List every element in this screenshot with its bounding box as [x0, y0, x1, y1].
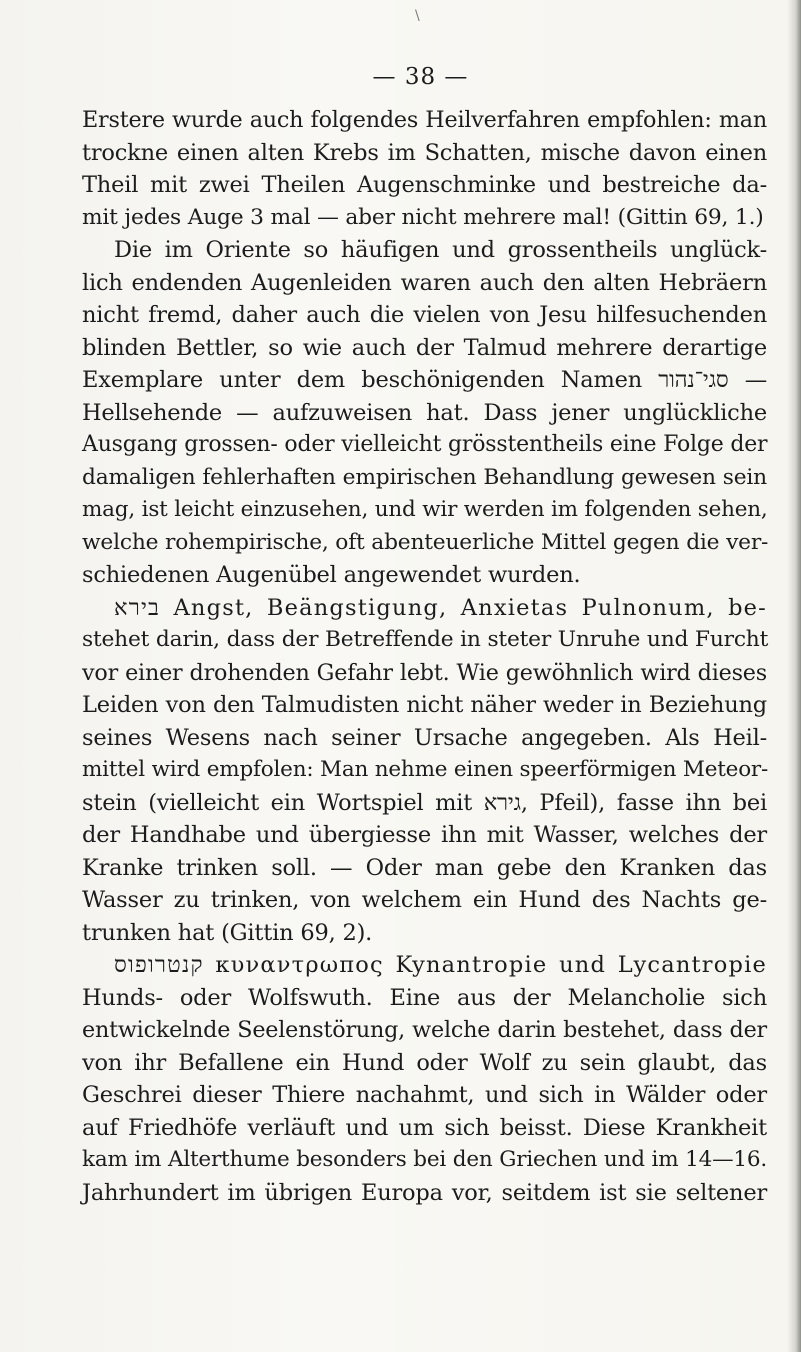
- text-line: damaligen fehlerhaften empirischen Behandlung gewesen sein: [82, 464, 767, 490]
- text-line: der Handhabe und übergiesse ihn mit Wasser, welches der: [82, 822, 767, 848]
- text-line: lich endenden Augenleiden waren auch den alten Hebräern: [82, 269, 767, 296]
- text-line: stein (vielleicht ein Wortspiel mit גירא, Pfeil), fasse ihn bei: [82, 789, 767, 816]
- text-line: Geschrei dieser Thiere nachahmt, und sich in Wälder oder: [82, 1082, 767, 1108]
- text-line: Die im Oriente so häufigen und grossentheils unglück-: [114, 237, 767, 263]
- text-line: בירא Angst, Beängstigung, Anxietas Pulnonum, be-: [114, 594, 767, 621]
- text-line: Leiden von den Talmudisten nicht näher weder in Beziehung: [82, 692, 767, 718]
- text-line: trunken hat (Gittin 69, 2).: [82, 919, 373, 946]
- text-line: schiedenen Augenübel angewendet wurden.: [82, 562, 581, 588]
- text-line: vor einer drohenden Gefahr lebt. Wie gewöhnlich wird dieses: [82, 659, 767, 686]
- text-line: mit jedes Auge 3 mal — aber nicht mehrere mal! (Gittin 69, 1.): [82, 204, 764, 230]
- text-line: kam im Alterthume besonders bei den Griechen und im 14—16.: [82, 1147, 767, 1172]
- text-line: trockne einen alten Krebs im Schatten, mische davon einen: [82, 139, 767, 166]
- page-edge-shadow: [787, 0, 801, 1352]
- text-line: Hunds- oder Wolfswuth. Eine aus der Melancholie sich: [82, 984, 767, 1011]
- text-line: entwickelnde Seelenstörung, welche darin bestehet, dass der: [82, 1017, 767, 1043]
- text-line: קנטרופוס κυναντρωπος Kynantropie und Lycantropie: [114, 952, 767, 978]
- text-line: mittel wird empfolen: Man nehme einen speerförmigen Meteor-: [82, 757, 769, 782]
- text-line: Theil mit zwei Theilen Augenschminke und bestreiche da-: [82, 172, 767, 198]
- text-line: nicht fremd, daher auch die vielen von Jesu hilfesuchenden: [82, 302, 767, 328]
- text-line: blinden Bettler, so wie auch der Talmud mehrere derartige: [82, 334, 767, 361]
- text-line: Kranke trinken soll. — Oder man gebe den Kranken das: [82, 854, 767, 881]
- text-line: Wasser zu trinken, von welchem ein Hund des Nachts ge-: [82, 887, 767, 913]
- text-line: mag, ist leicht einzusehen, und wir werden im folgenden sehen,: [82, 497, 768, 522]
- text-line: stehet darin, dass der Betreffende in steter Unruhe und Furcht: [82, 627, 769, 652]
- text-line: Exemplare unter dem beschönigenden Namen סגי־נהור —: [82, 367, 767, 393]
- text-line: auf Friedhöfe verläuft und um sich beisst. Diese Krankheit: [82, 1114, 767, 1141]
- text-line: von ihr Befallene ein Hund oder Wolf zu sein glaubt, das: [82, 1049, 767, 1076]
- text-line: Hellsehende — aufzuweisen hat. Dass jener unglückliche: [82, 399, 767, 426]
- text-line: seines Wesens nach seiner Ursache angegeben. Als Heil-: [82, 724, 767, 751]
- text-line: welche rohempirische, oft abenteuerliche Mittel gegen die ver-: [82, 529, 769, 555]
- text-line: Jahrhundert im übrigen Europa vor, seitdem ist sie seltener: [82, 1179, 767, 1206]
- text-line: Erstere wurde auch folgendes Heilverfahren empfohlen: man: [82, 107, 767, 133]
- page-number: — 38 —: [372, 64, 469, 90]
- body-text: [82, 104, 767, 1209]
- top-mark: \: [415, 8, 420, 24]
- text-line: Ausgang grossen- oder vielleicht grösstentheils eine Folge der: [82, 432, 768, 457]
